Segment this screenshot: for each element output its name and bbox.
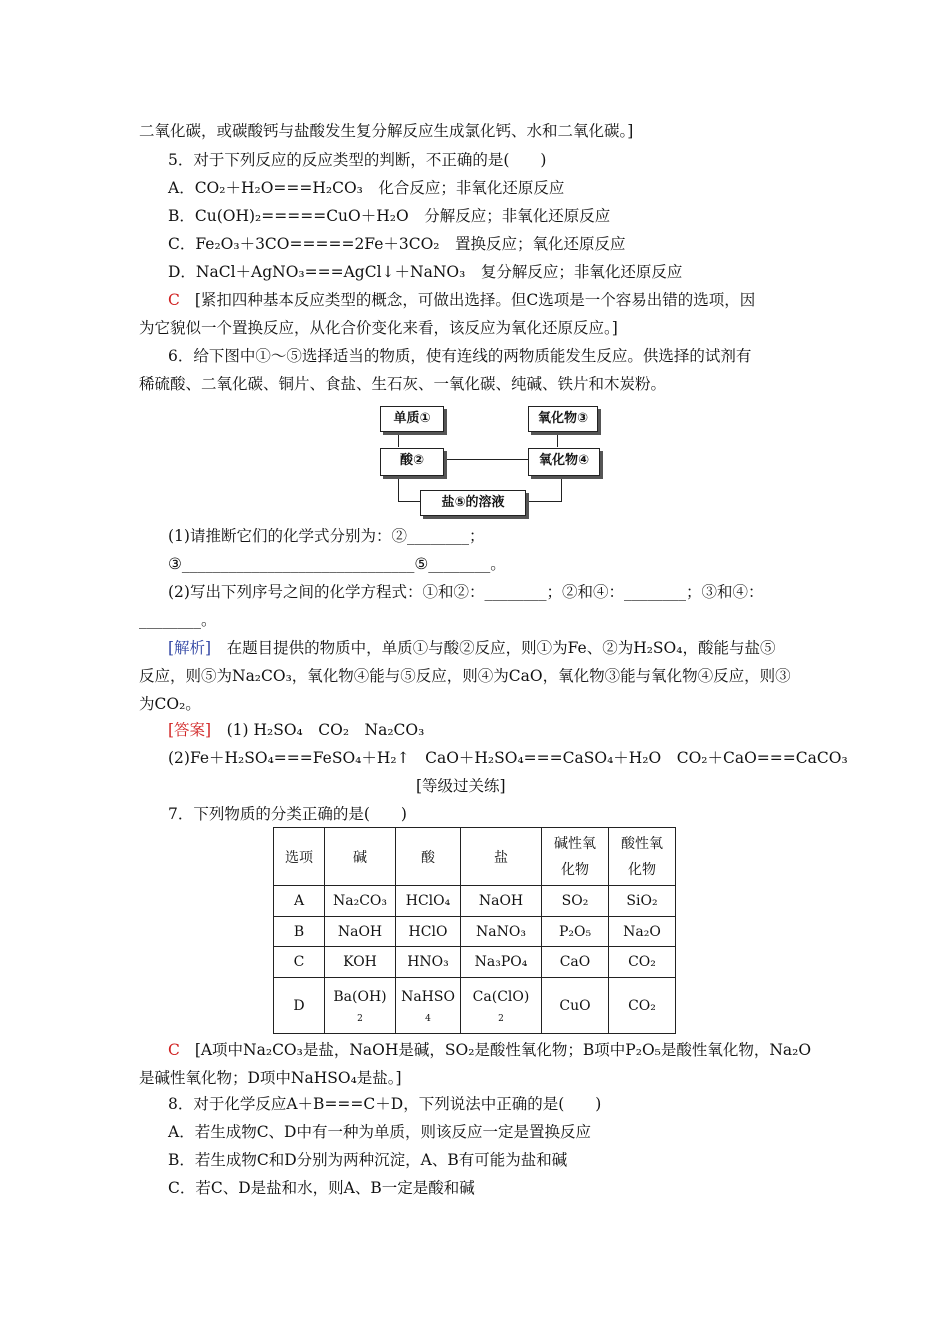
header-line: 化物: [628, 861, 656, 878]
answer-6-equations: (2)Fe＋H₂SO₄===FeSO₄＋H₂↑ CaO＋H₂SO₄===CaSO₄＋H₂O CO₂＋CaO===CaCO₃: [168, 749, 848, 767]
question-6-part1: (1)请推断它们的化学式分别为：②________；: [168, 527, 485, 545]
table-cell: SO₂: [542, 886, 609, 917]
connector-line: [398, 431, 399, 447]
question-7: 7．下列物质的分类正确的是( ): [168, 805, 407, 823]
table-cell: NaOH: [461, 886, 542, 917]
table-cell: CO₂: [609, 978, 676, 1034]
cell-text: NaHSO: [401, 988, 455, 1005]
question-6-part2-cont: ________。: [139, 611, 217, 629]
table-cell: NaOH: [325, 917, 396, 947]
table-cell: HClO₄: [396, 886, 461, 917]
question-5: 5．对于下列反应的反应类型的判断，不正确的是( ): [168, 151, 547, 169]
table-cell: B: [274, 917, 325, 947]
reaction-diagram: [380, 402, 606, 518]
table-cell: CO₂: [609, 947, 676, 978]
table-row: [274, 917, 676, 947]
table-cell: CaO: [542, 947, 609, 978]
table-cell: HNO₃: [396, 947, 461, 978]
text-line: 二氧化碳，或碳酸钙与盐酸发生复分解反应生成氯化钙、水和二氧化碳。]: [139, 122, 634, 140]
analysis-text: 在题目提供的物质中，单质①与酸②反应，则①为Fe、②为H₂SO₄，酸能与盐⑤: [211, 639, 776, 657]
oxide-4-box: 氧化物④: [528, 448, 600, 476]
cell-text: Ba(OH): [333, 988, 387, 1005]
header-line: 碱性氧: [554, 835, 596, 852]
analysis-tag: [解析]: [168, 639, 212, 657]
table-row: [274, 947, 676, 978]
table-cell: CuO: [542, 978, 609, 1034]
table-cell: SiO₂: [609, 886, 676, 917]
question-6: 6．给下图中①～⑤选择适当的物质，使有连线的两物质能发生反应。供选择的试剂有: [168, 347, 752, 365]
analysis: [168, 638, 775, 658]
answer-7-cont: 是碱性氧化物；D项中NaHSO₄是盐。]: [139, 1069, 402, 1087]
table-header: 选项: [274, 828, 325, 886]
classification-table: [273, 827, 676, 1034]
table-header: [609, 828, 676, 886]
question-6-part1-cont: ③______________________________⑤________。: [168, 555, 506, 573]
question-8: 8．对于化学反应A＋B===C＋D，下列说法中正确的是( ): [168, 1095, 602, 1113]
cell-subscript: 4: [425, 1013, 431, 1024]
connector-line: [561, 475, 562, 501]
table-header: 盐: [461, 828, 542, 886]
connector-line: [442, 459, 528, 460]
analysis-cont: 为CO₂。: [139, 695, 201, 713]
option-5b: B．Cu(OH)₂=====CuO＋H₂O 分解反应；非氧化还原反应: [168, 207, 611, 225]
table-cell: KOH: [325, 947, 396, 978]
option-5d: D．NaCl＋AgNO₃===AgCl↓＋NaNO₃ 复分解反应；非氧化还原反应: [168, 263, 683, 281]
option-8a: A．若生成物C、D中有一种为单质，则该反应一定是置换反应: [168, 1123, 591, 1141]
table-row: [274, 978, 676, 1034]
table-cell: D: [274, 978, 325, 1034]
connector-line: [524, 501, 562, 502]
question-6-cont: 稀硫酸、二氧化碳、铜片、食盐、生石灰、一氧化碳、纯碱、铁片和木炭粉。: [139, 375, 667, 393]
option-8c: C．若C、D是盐和水，则A、B一定是酸和碱: [168, 1179, 475, 1197]
answer-letter: C: [168, 1041, 180, 1059]
table-cell: NaNO₃: [461, 917, 542, 947]
header-line: 酸性氧: [621, 835, 663, 852]
table-cell: Na₂CO₃: [325, 886, 396, 917]
connector-line: [557, 431, 558, 447]
table-cell: HClO: [396, 917, 461, 947]
acid-box: 酸②: [380, 448, 444, 476]
salt-solution-box: 盐⑤的溶液: [420, 490, 526, 516]
element-box: 单质①: [380, 406, 444, 432]
cell-subscript: 2: [498, 1013, 504, 1024]
table-cell: [461, 978, 542, 1034]
analysis-cont: 反应，则⑤为Na₂CO₃，氧化物④能与⑤反应，则④为CaO，氧化物③能与氧化物④反应，则③: [139, 667, 791, 685]
table-header: [542, 828, 609, 886]
answer-7: [168, 1040, 811, 1060]
answer-text: (1) H₂SO₄ CO₂ Na₂CO₃: [211, 721, 425, 739]
oxide-3-box: 氧化物③: [528, 406, 598, 432]
cell-text: Ca(ClO): [472, 988, 530, 1005]
answer-tag: [答案]: [168, 721, 212, 739]
section-heading: [等级过关练]: [416, 777, 506, 795]
option-8b: B．若生成物C和D分别为两种沉淀，A、B有可能为盐和碱: [168, 1151, 568, 1169]
answer-5-cont: 为它貌似一个置换反应，从化合价变化来看，该反应为氧化还原反应。]: [139, 319, 618, 337]
connector-line: [398, 501, 420, 502]
table-cell: Na₂O: [609, 917, 676, 947]
answer-letter: C: [168, 291, 180, 309]
table-cell: Na₃PO₄: [461, 947, 542, 978]
header-line: 化物: [561, 861, 589, 878]
table-cell: A: [274, 886, 325, 917]
answer-5: [168, 290, 755, 310]
table-header: 酸: [396, 828, 461, 886]
table-row: [274, 886, 676, 917]
cell-subscript: 2: [357, 1013, 363, 1024]
table-cell: [325, 978, 396, 1034]
table-cell: P₂O₅: [542, 917, 609, 947]
table-cell: C: [274, 947, 325, 978]
table-header: 碱: [325, 828, 396, 886]
table-header-row: [274, 828, 676, 886]
question-6-part2: (2)写出下列序号之间的化学方程式：①和②：________；②和④：________；③和④：: [168, 583, 764, 601]
table-cell: [396, 978, 461, 1034]
answer-explanation: [A项中Na₂CO₃是盐，NaOH是碱，SO₂是酸性氧化物；B项中P₂O₅是酸性氧化物，Na₂O: [194, 1041, 812, 1059]
option-5c: C．Fe₂O₃＋3CO=====2Fe＋3CO₂ 置换反应；氧化还原反应: [168, 235, 626, 253]
option-5a: A．CO₂＋H₂O===H₂CO₃ 化合反应；非氧化还原反应: [168, 179, 565, 197]
connector-line: [398, 475, 399, 501]
answer-explanation: [紧扣四种基本反应类型的概念，可做出选择。但C选项是一个容易出错的选项，因: [194, 291, 756, 309]
answer-6: [168, 720, 424, 740]
